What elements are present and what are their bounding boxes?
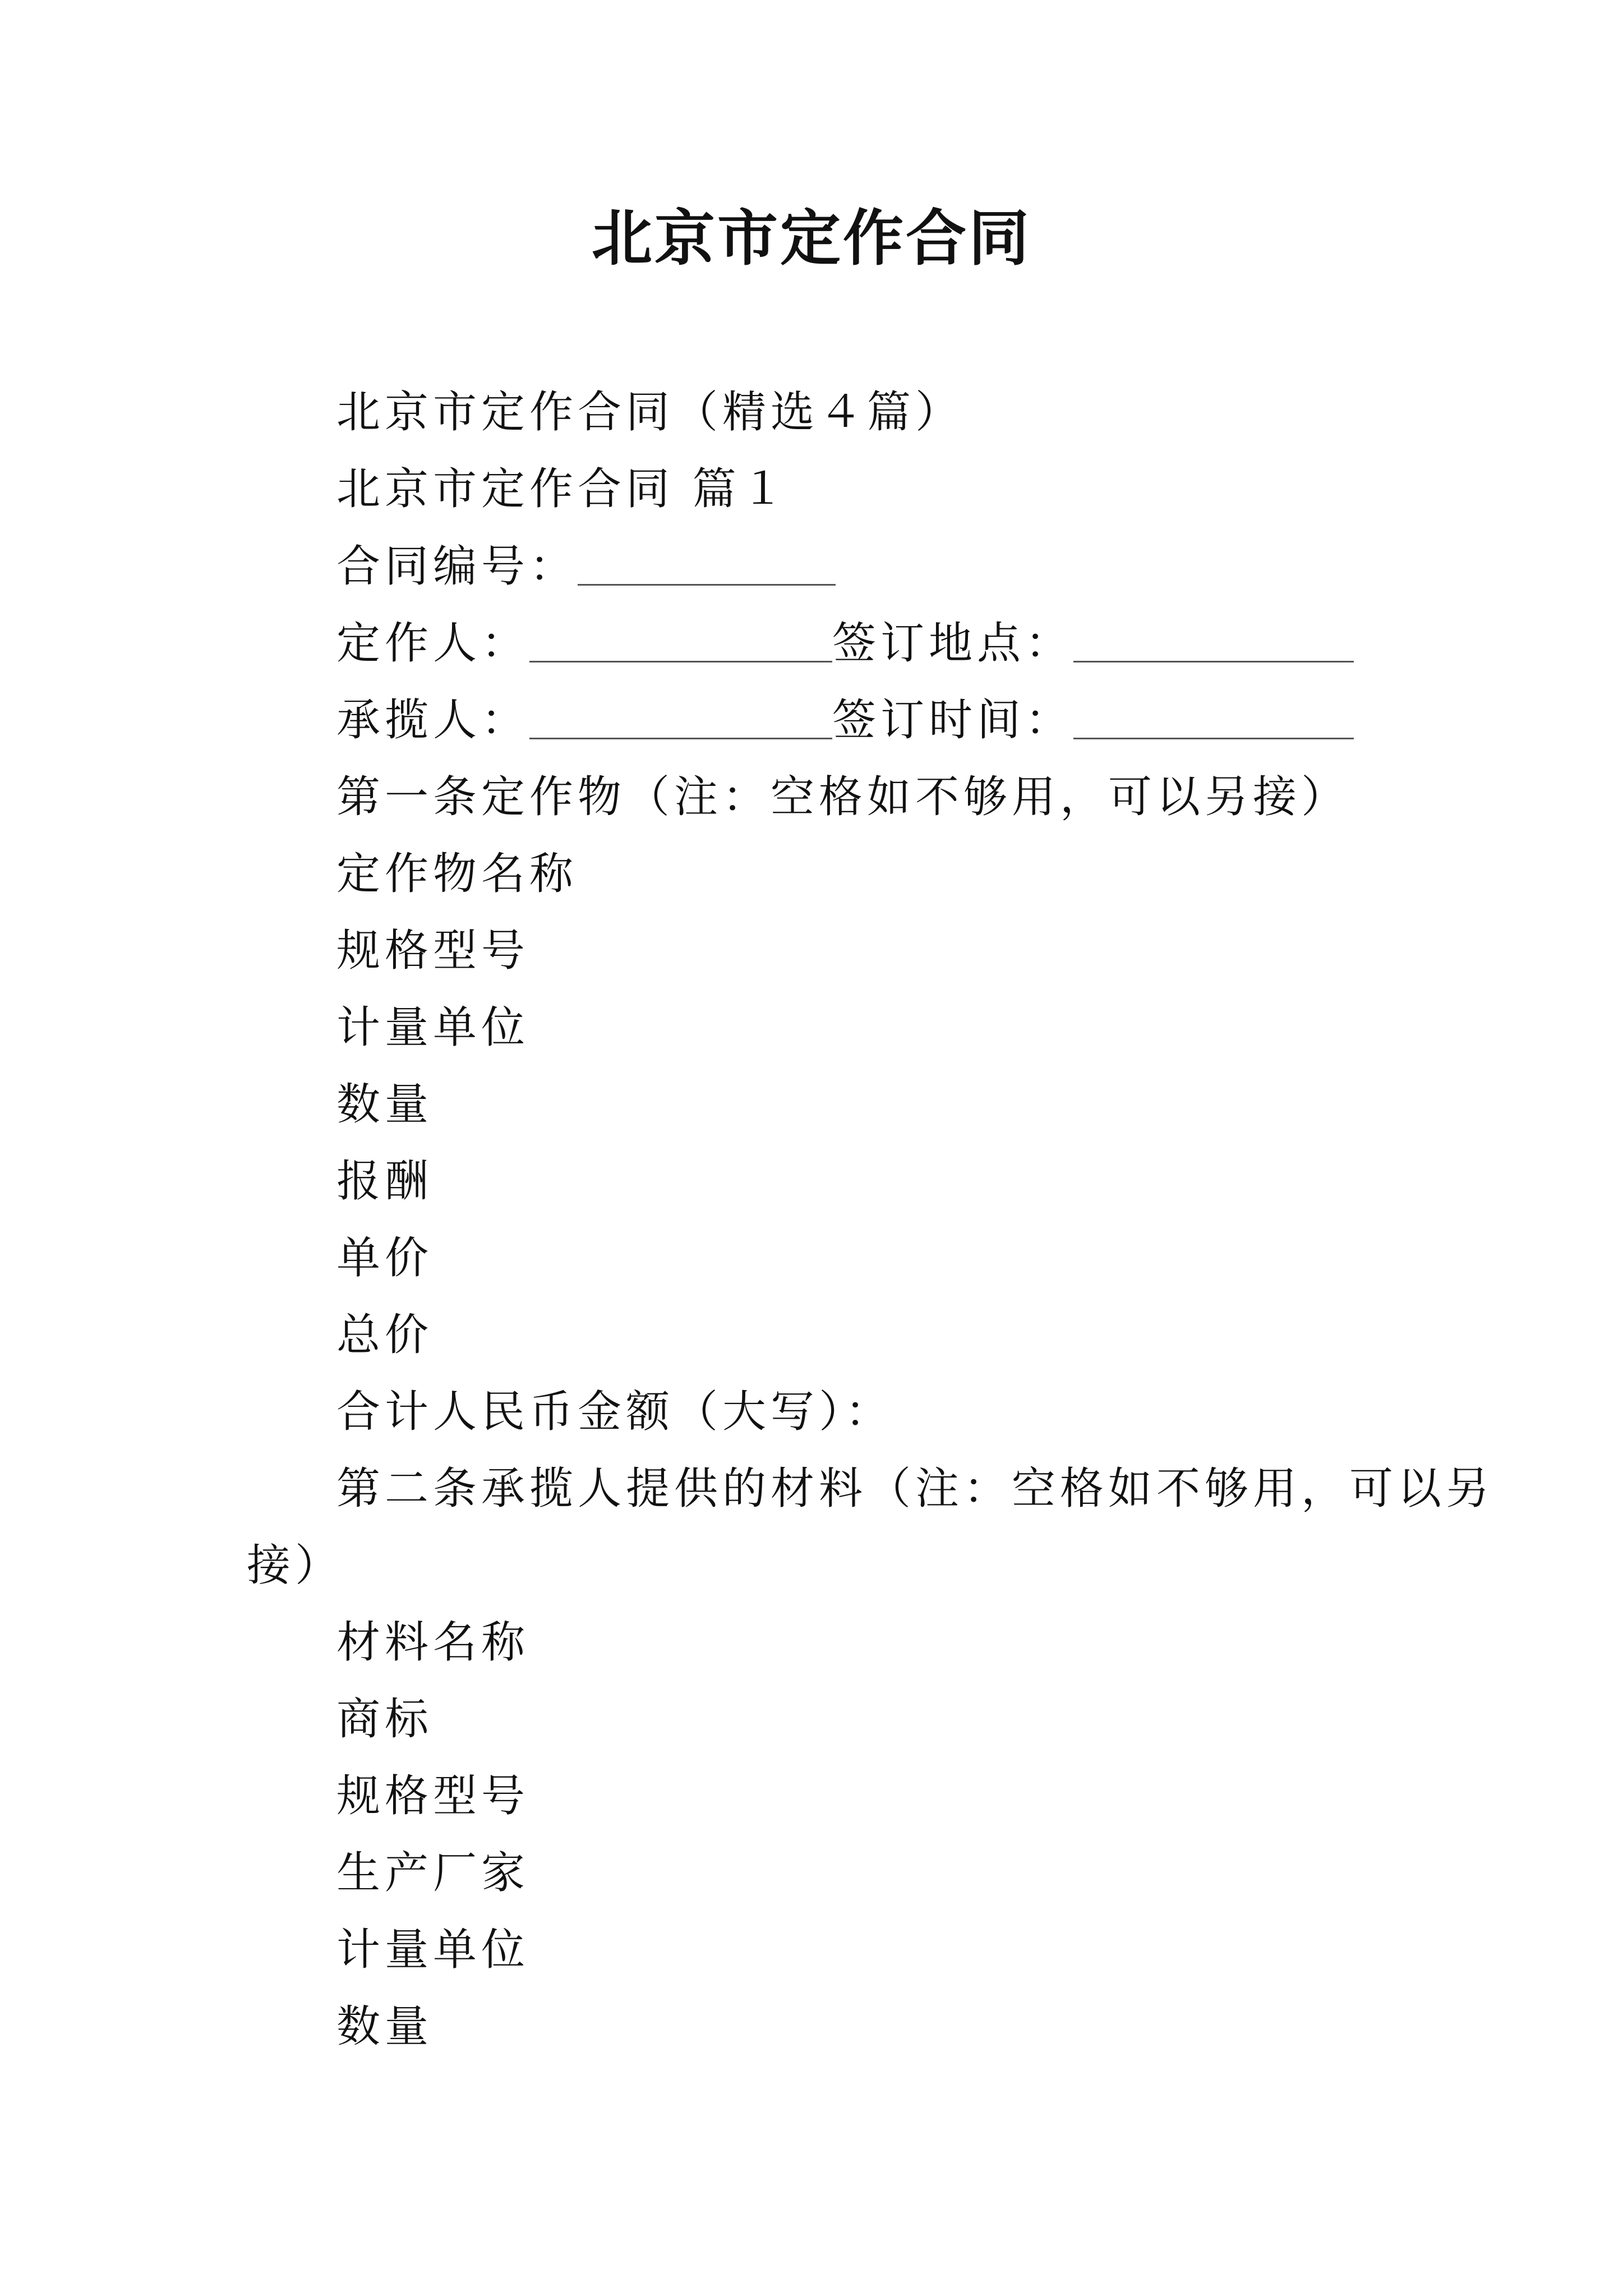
orderer-row bbox=[336, 615, 1354, 671]
document-title: 北京市定作合同 bbox=[591, 203, 1031, 274]
orderer-blank[interactable] bbox=[529, 622, 832, 662]
article1-heading: 第一条定作物（注：空格如不够用，可以另接） bbox=[336, 772, 1350, 822]
article1-item: 单价 bbox=[336, 1233, 434, 1283]
document-subtitle: 北京市定作合同（精选４篇） bbox=[336, 387, 964, 438]
sign-place-blank[interactable] bbox=[1073, 622, 1354, 662]
orderer-label: 定作人： bbox=[336, 618, 530, 669]
sign-time-blank[interactable] bbox=[1073, 698, 1354, 739]
contractor-label: 承揽人： bbox=[336, 695, 530, 746]
article2-heading-line2: 接） bbox=[247, 1540, 344, 1591]
article2-item: 商标 bbox=[336, 1694, 434, 1745]
article2-item: 数量 bbox=[336, 2001, 434, 2052]
contractor-row bbox=[336, 692, 1354, 748]
contract-number-blank[interactable] bbox=[578, 545, 836, 586]
sign-place-label: 签订地点： bbox=[832, 618, 1074, 669]
contractor-blank[interactable] bbox=[529, 698, 832, 739]
article2-item: 规格型号 bbox=[336, 1771, 530, 1821]
article2-item: 材料名称 bbox=[336, 1617, 530, 1668]
contract-number-label: 合同编号： bbox=[336, 541, 578, 592]
article1-item: 总价 bbox=[336, 1310, 434, 1360]
contract-number-row bbox=[336, 539, 836, 595]
total-amount-label: 合计人民币金额（大写）： bbox=[336, 1387, 894, 1437]
sign-time-label: 签订时间： bbox=[832, 695, 1074, 746]
article1-item: 数量 bbox=[336, 1079, 434, 1130]
section-heading: 北京市定作合同 篇１ bbox=[336, 464, 789, 514]
article2-heading-line1: 第二条承揽人提供的材料（注：空格如不够用，可以另 bbox=[336, 1464, 1495, 1514]
article1-item: 定作物名称 bbox=[336, 849, 578, 899]
article2-item: 生产厂家 bbox=[336, 1848, 530, 1898]
article1-item: 规格型号 bbox=[336, 926, 530, 976]
article2-item: 计量单位 bbox=[336, 1925, 530, 1975]
article1-item: 报酬 bbox=[336, 1156, 434, 1207]
article1-item: 计量单位 bbox=[336, 1002, 530, 1053]
